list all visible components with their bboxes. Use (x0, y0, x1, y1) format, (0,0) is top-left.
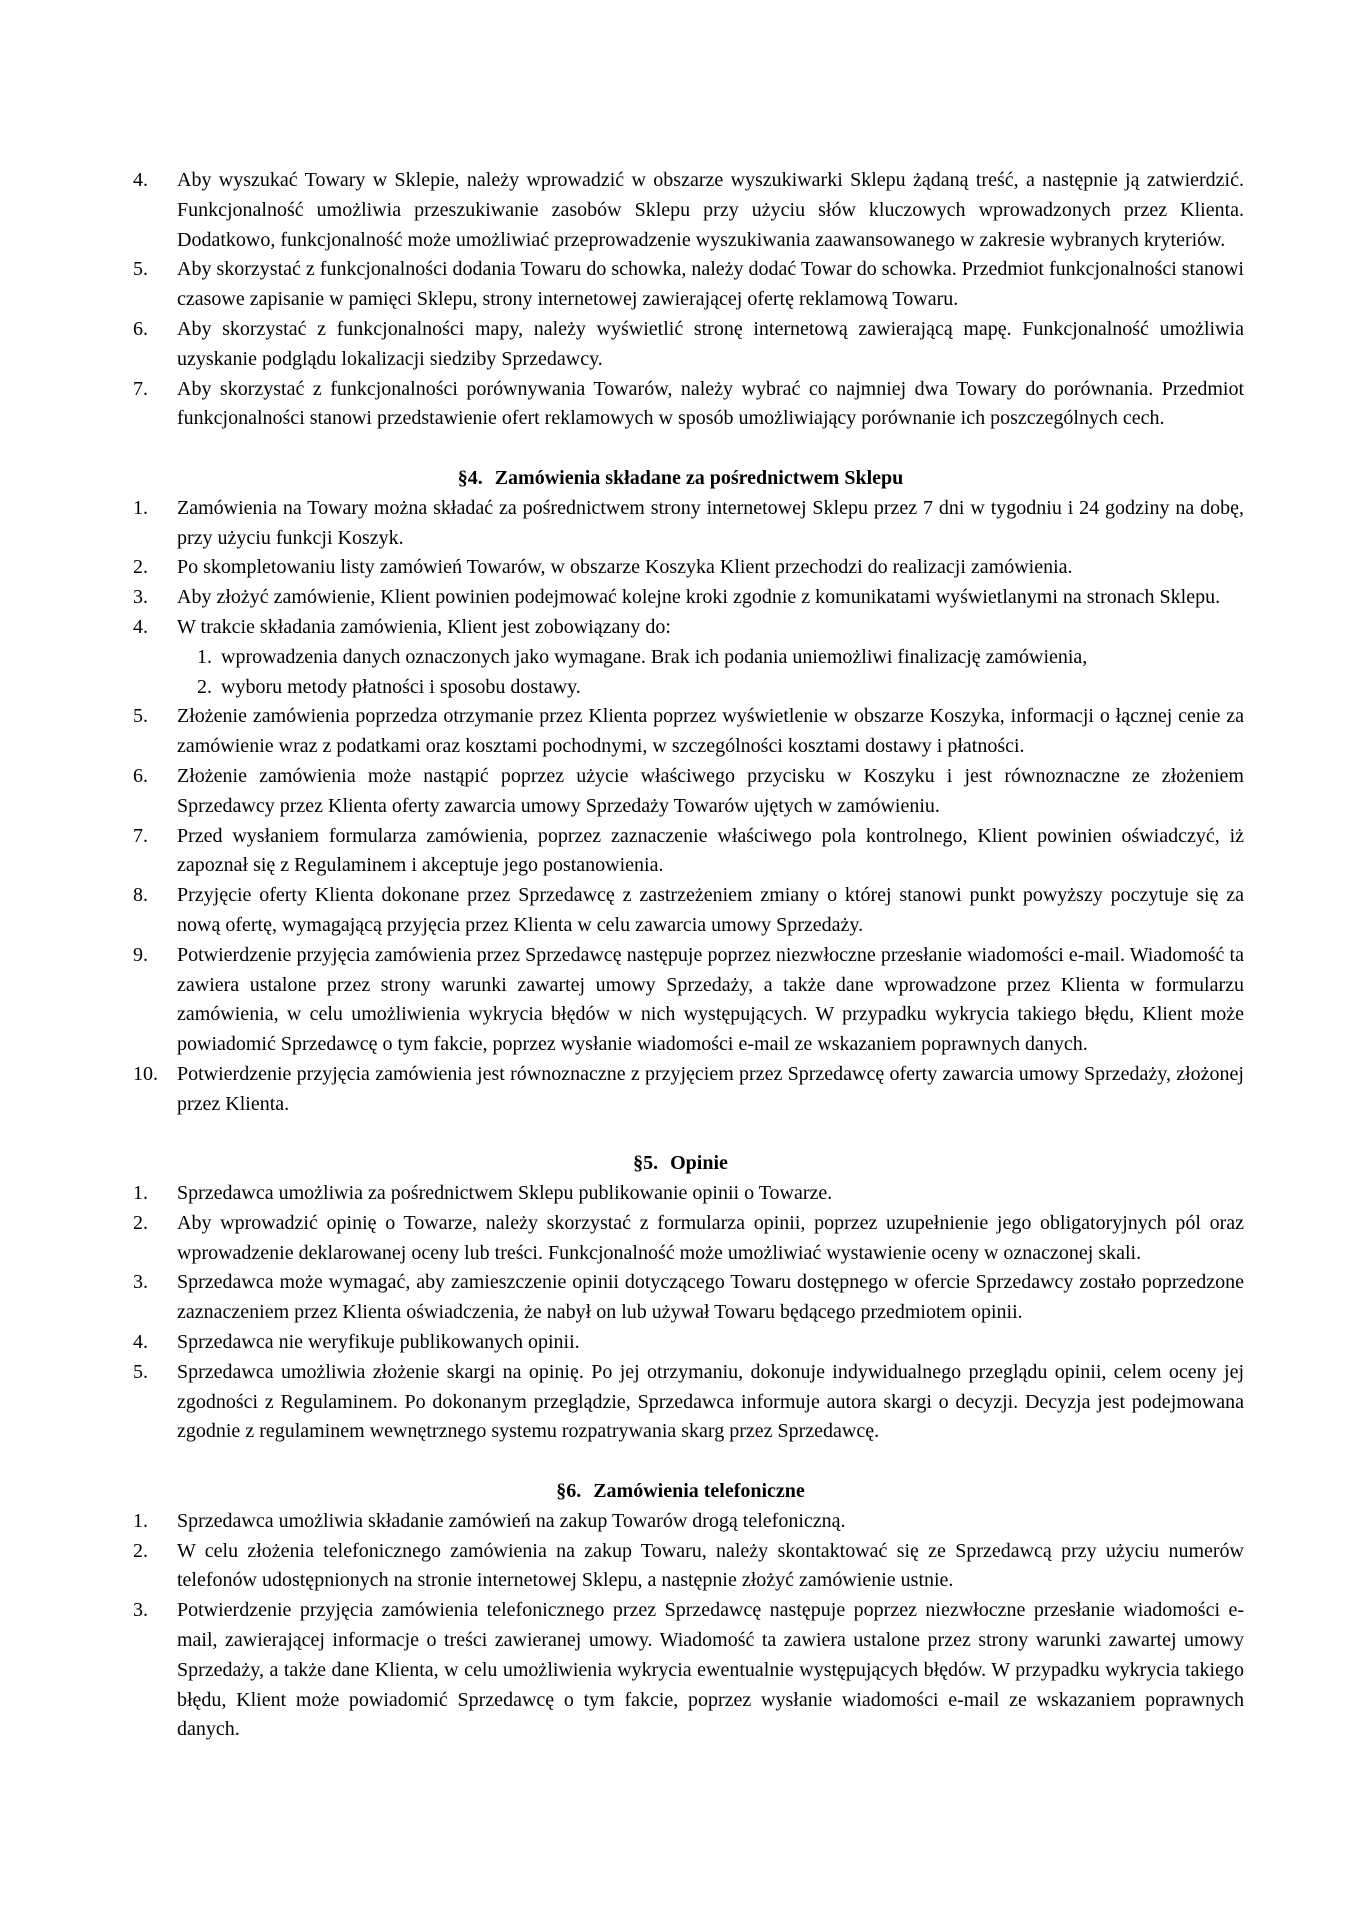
list-item (117, 1596, 1244, 1745)
list-item-text: Sprzedawca nie weryfikuje publikowanych opinii. (177, 1331, 580, 1354)
list-item-number: 2. (133, 1211, 148, 1234)
list-item-number: 6. (133, 764, 148, 787)
list-item (117, 494, 1244, 554)
list-item-number: 7. (133, 824, 148, 847)
list-item (117, 1507, 1244, 1537)
list-item-text: Złożenie zamówienia może nastąpić poprzez użycie właściwego przycisku w Koszyku i jest równoznaczne ze złożeniem Sprzedawcy przez Klienta oferty zawarcia umowy Sprzedaży Towarów ujętych w zamówieniu. (177, 764, 1244, 817)
section-number: §5. (633, 1152, 659, 1175)
list-item (117, 762, 1244, 822)
section-number: §6. (556, 1480, 582, 1503)
list-item-text: Sprzedawca umożliwia złożenie skargi na opinię. Po jej otrzymaniu, dokonuje indywidualnego przeglądu opinii, celem oceny jej zgodności z Regulaminem. Po dokonanym przeglądzie, Sprzedawca informuje autora skargi o decyzji. Decyzja jest podejmowana zgodnie z regulaminem wewnętrznego systemu rozpatrywania skarg przez Sprzedawcę. (177, 1360, 1244, 1443)
list-item (117, 822, 1244, 882)
section-number: §4. (457, 466, 483, 489)
list-item (117, 553, 1244, 583)
list-item-number: 1. (133, 1509, 148, 1532)
list-item-text: Potwierdzenie przyjęcia zamówienia przez Sprzedawcę następuje poprzez niezwłoczne przesłanie wiadomości e-mail. Wiadomość ta zawiera ustalone przez strony warunki zawartej umowy Sprzedaży, a także dane wprowadzone przez Klienta w formularzu zamówienia, w celu umożliwienia wykrycia błędów w nich występujących. W przypadku wykrycia takiego błędu, Klient może powiadomić Sprzedawcę o tym fakcie, poprzez wysłanie wiadomości e-mail ze wskazaniem poprawnych danych. (177, 943, 1244, 1056)
list-item (117, 1209, 1244, 1269)
section-title: Zamówienia telefoniczne (593, 1480, 805, 1503)
list-item-text: Sprzedawca umożliwia za pośrednictwem Sklepu publikowanie opinii o Towarze. (177, 1182, 833, 1205)
section-heading (117, 1149, 1244, 1179)
list-item-text: Przed wysłaniem formularza zamówienia, poprzez zaznaczenie właściwego pola kontrolnego, Klient powinien oświadczyć, iż zapoznał się z Regulaminem i akceptuje jego postanowienia. (177, 824, 1244, 877)
list-item (117, 1179, 1244, 1209)
list-item-text: Sprzedawca może wymagać, aby zamieszczenie opinii dotyczącego Towaru dostępnego w ofercie Sprzedawcy zostało poprzedzone zaznaczeniem przez Klienta oświadczenia, że nabył on lub używał Towaru będącego przedmiotem opinii. (177, 1271, 1244, 1324)
list-item (117, 613, 1244, 643)
list-item-text: Potwierdzenie przyjęcia zamówienia telefonicznego przez Sprzedawcę następuje poprzez niezwłoczne przesłanie wiadomości e-mail, zawierającej informacje o treści zawieranej umowy. Wiadomość ta zawiera ustalone przez strony warunki zawartej umowy Sprzedaży, a także dane Klienta, w celu umożliwienia wykrycia ewentualnie występujących błędów. W przypadku wykrycia takiego błędu, Klient może powiadomić Sprzedawcę o tym fakcie, poprzez wysłanie wiadomości e-mail ze wskazaniem poprawnych danych. (177, 1599, 1244, 1741)
section-4-orders-via-shop (117, 464, 1244, 1120)
sub-list-item (117, 673, 1244, 703)
list-item (117, 375, 1244, 435)
list-item-number: 9. (133, 943, 148, 966)
list-item (117, 881, 1244, 941)
list-item-number: 7. (133, 377, 148, 400)
list-item-number: 3. (133, 1271, 148, 1294)
list-item-text: Aby złożyć zamówienie, Klient powinien podejmować kolejne kroki zgodnie z komunikatami wyświetlanymi na stronach Sklepu. (177, 586, 1221, 609)
list-item-text: wyboru metody płatności i sposobu dostawy. (221, 675, 581, 698)
section-heading (117, 464, 1244, 494)
section-6-phone-orders (117, 1477, 1244, 1745)
list-item-number: 3. (133, 586, 148, 609)
list-item (117, 1358, 1244, 1447)
list-item (117, 1060, 1244, 1120)
list-item (117, 1268, 1244, 1328)
list-item (117, 702, 1244, 762)
section-5-opinions (117, 1149, 1244, 1447)
section-3-continued-items (117, 166, 1244, 434)
list-item (117, 255, 1244, 315)
list-item-text: Aby skorzystać z funkcjonalności dodania Towaru do schowka, należy dodać Towar do schowka. Przedmiot funkcjonalności stanowi czasowe zapisanie w pamięci Sklepu, strony internetowej zawierającej ofertę reklamową Towaru. (177, 258, 1244, 311)
list-item (117, 1537, 1244, 1597)
section-title: Zamówienia składane za pośrednictwem Sklepu (494, 466, 904, 489)
list-item-number: 8. (133, 884, 148, 907)
list-item (117, 315, 1244, 375)
list-item-number: 1. (133, 1182, 148, 1205)
list-item-number: 2. (133, 1539, 148, 1562)
list-item-text: Aby skorzystać z funkcjonalności porównywania Towarów, należy wybrać co najmniej dwa Towary do porównania. Przedmiot funkcjonalności stanowi przedstawienie ofert reklamowych w sposób umożliwiający porównanie ich poszczególnych cech. (177, 377, 1244, 430)
list-item-text: Przyjęcie oferty Klienta dokonane przez Sprzedawcę z zastrzeżeniem zmiany o której stanowi punkt powyższy poczytuje się za nową ofertę, wymagającą przyjęcia przez Klienta w celu zawarcia umowy Sprzedaży. (177, 884, 1244, 936)
list-item-text: Sprzedawca umożliwia składanie zamówień na zakup Towarów drogą telefoniczną. (177, 1509, 846, 1532)
list-item-number: 3. (133, 1599, 148, 1622)
list-item-number: 4. (133, 1331, 148, 1354)
list-item-text: Aby wprowadzić opinię o Towarze, należy skorzystać z formularza opinii, poprzez uzupełnienie jego obligatoryjnych pól oraz wprowadzenie deklarowanej oceny lub treści. Funkcjonalność może umożliwiać wystawienie oceny w oznaczonej skali. (177, 1211, 1244, 1264)
list-item-number: 1. (133, 496, 148, 519)
list-item-text: Złożenie zamówienia poprzedza otrzymanie przez Klienta poprzez wyświetlenie w obszarze Koszyka, informacji o łącznej cenie za zamówienie wraz z podatkami oraz kosztami pochodnymi, w szczególności kosztami dostawy i płatności. (177, 705, 1244, 758)
list-item-number: 10. (133, 1062, 158, 1085)
list-item (117, 941, 1244, 1060)
list-item-number: 4. (133, 169, 148, 191)
list-item-number: 5. (133, 1360, 148, 1383)
list-item-number: 5. (133, 705, 148, 728)
sub-list-item (117, 643, 1244, 673)
list-item-text: Po skompletowaniu listy zamówień Towarów, w obszarze Koszyka Klient przechodzi do realizacji zamówienia. (177, 556, 1073, 579)
list-item-text: wprowadzenia danych oznaczonych jako wymagane. Brak ich podania uniemożliwi finalizację zamówienia, (221, 645, 1088, 668)
list-item-text: W trakcie składania zamówienia, Klient jest zobowiązany do: (177, 615, 671, 638)
list-item-text: Aby wyszukać Towary w Sklepie, należy wprowadzić w obszarze wyszukiwarki Sklepu żądaną treść, a następnie ją zatwierdzić. Funkcjonalność umożliwia przeszukiwanie zasobów Sklepu przy użyciu słów kluczowych wprowadzonych przez Klienta. Dodatkowo, funkcjonalność może umożliwiać przeprowadzenie wyszukiwania zaawansowanego w zakresie wybranych kryteriów. (177, 169, 1244, 251)
list-item-number: 2. (197, 675, 212, 698)
list-item-text: Potwierdzenie przyjęcia zamówienia jest równoznaczne z przyjęciem przez Sprzedawcę oferty zawarcia umowy Sprzedaży, złożonej przez Klienta. (177, 1062, 1244, 1115)
section-heading (117, 1477, 1244, 1507)
document-content (117, 166, 1244, 1745)
list-item (117, 583, 1244, 613)
list-item-number: 5. (133, 258, 148, 281)
list-item-number: 6. (133, 317, 148, 340)
section-title: Opinie (670, 1152, 728, 1175)
list-item-number: 4. (133, 615, 148, 638)
list-item-number: 2. (133, 556, 148, 579)
list-item-text: Zamówienia na Towary można składać za pośrednictwem strony internetowej Sklepu przez 7 dni w tygodniu i 24 godziny na dobę, przy użyciu funkcji Koszyk. (177, 496, 1244, 549)
list-item (117, 166, 1244, 255)
list-item (117, 1328, 1244, 1358)
list-item-text: Aby skorzystać z funkcjonalności mapy, należy wyświetlić stronę internetową zawierającą mapę. Funkcjonalność umożliwia uzyskanie podglądu lokalizacji siedziby Sprzedawcy. (177, 317, 1244, 370)
list-item-text: W celu złożenia telefonicznego zamówienia na zakup Towaru, należy skontaktować się ze Sprzedawcą przy użyciu numerów telefonów udostępnionych na stronie internetowej Sklepu, a następnie złożyć zamówienie ustnie. (177, 1539, 1244, 1592)
list-item-number: 1. (197, 645, 212, 668)
